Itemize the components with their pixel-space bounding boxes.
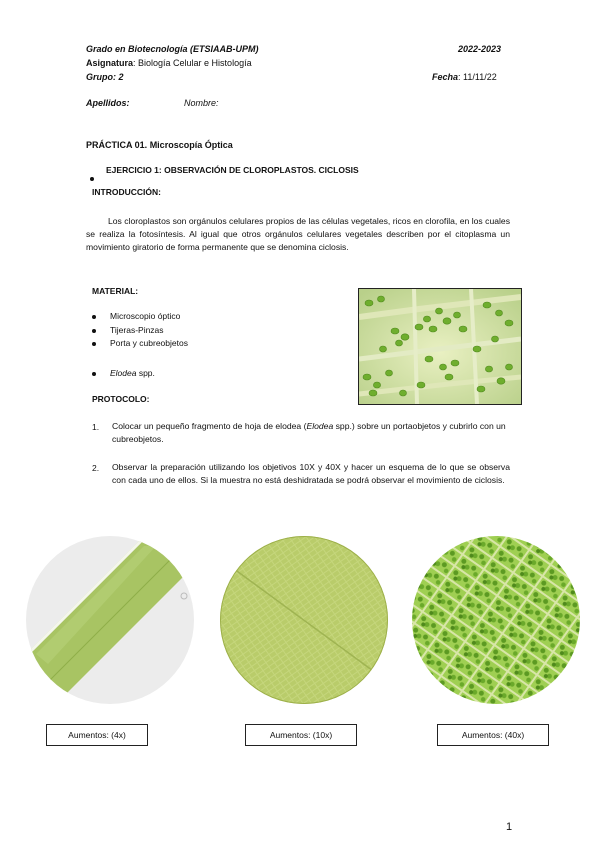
page-number: 1 <box>506 821 513 833</box>
date-value: : 11/11/22 <box>458 72 497 82</box>
subject-label: Asignatura <box>86 58 134 68</box>
step-number: 2. <box>92 463 100 473</box>
material-item-label: Porta y cubreobjetos <box>110 338 188 348</box>
specimen-italic: Elodea <box>110 368 137 378</box>
micrograph-40x <box>412 536 580 704</box>
subject <box>86 58 252 68</box>
practice-title <box>86 140 233 150</box>
practice-title-rest: Microscopía Óptica <box>147 140 233 150</box>
chloroplast-photo <box>358 288 522 405</box>
step-number: 1. <box>92 422 100 432</box>
step-text: spp.) sobre un portaobjetos y cubrirlo con un cubreobjetos. <box>112 421 506 445</box>
group-label: Grupo <box>86 72 113 82</box>
bullet-icon <box>92 329 96 333</box>
protocol-step-2: Observar la preparación utilizando los objetivos 10X y 40X y hacer un esquema de lo que se observa con cada uno de ellos. Si la muestra no está deshidratada se podrá observar el movimiento de ciclosis. <box>112 462 510 486</box>
date <box>432 72 497 82</box>
specimen-rest: spp. <box>136 368 155 378</box>
bullet-icon <box>92 372 96 376</box>
subject-value: : Biología Celular e Histología <box>133 58 252 68</box>
chloroplast-image <box>359 289 521 404</box>
date-label: Fecha <box>432 72 459 82</box>
material-item <box>92 311 342 325</box>
name-label: Nombre: <box>184 98 219 108</box>
intro-text: Los cloroplastos son orgánulos celulares propios de las células vegetales, ricos en clorofila, en los cuales se realiza la fotosíntesis. Al igual que otros orgánulos celulares vegetales describen por el citoplasma un movimiento giratorio de forma permanente que se denomina ciclosis. <box>86 216 510 253</box>
surname-label: Apellidos: <box>86 98 130 108</box>
intro-heading: INTRODUCCIÓN: <box>92 187 161 197</box>
caption-40x: Aumentos: (40x) <box>437 724 549 746</box>
step-text: Colocar un pequeño fragmento de hoja de elodea ( <box>112 421 307 431</box>
micrograph-4x <box>26 536 194 704</box>
bullet-icon <box>90 177 94 181</box>
academic-year: 2022-2023 <box>458 44 502 54</box>
group <box>86 72 124 82</box>
group-value: : 2 <box>113 72 124 82</box>
protocol-step-1 <box>112 420 510 446</box>
caption-10x: Aumentos: (10x) <box>245 724 357 746</box>
micrograph-10x <box>220 536 388 704</box>
degree: Grado en Biotecnología (ETSIAAB-UPM) <box>86 44 259 54</box>
exercise-title: EJERCICIO 1: OBSERVACIÓN DE CLOROPLASTOS. CICLOSIS <box>106 165 359 175</box>
material-item-label: Microscopio óptico <box>110 311 181 321</box>
bullet-icon <box>92 315 96 319</box>
protocol-heading: PROTOCOLO: <box>92 394 150 404</box>
caption-4x: Aumentos: (4x) <box>46 724 148 746</box>
material-heading: MATERIAL: <box>92 286 139 296</box>
material-item <box>92 338 342 352</box>
step-italic: Elodea <box>306 421 334 431</box>
bullet-icon <box>92 342 96 346</box>
material-item <box>92 325 342 339</box>
material-list <box>92 311 342 352</box>
practice-title-bold: PRÁCTICA 01. <box>86 140 148 150</box>
material-item-label: Tijeras-Pinzas <box>110 324 164 335</box>
